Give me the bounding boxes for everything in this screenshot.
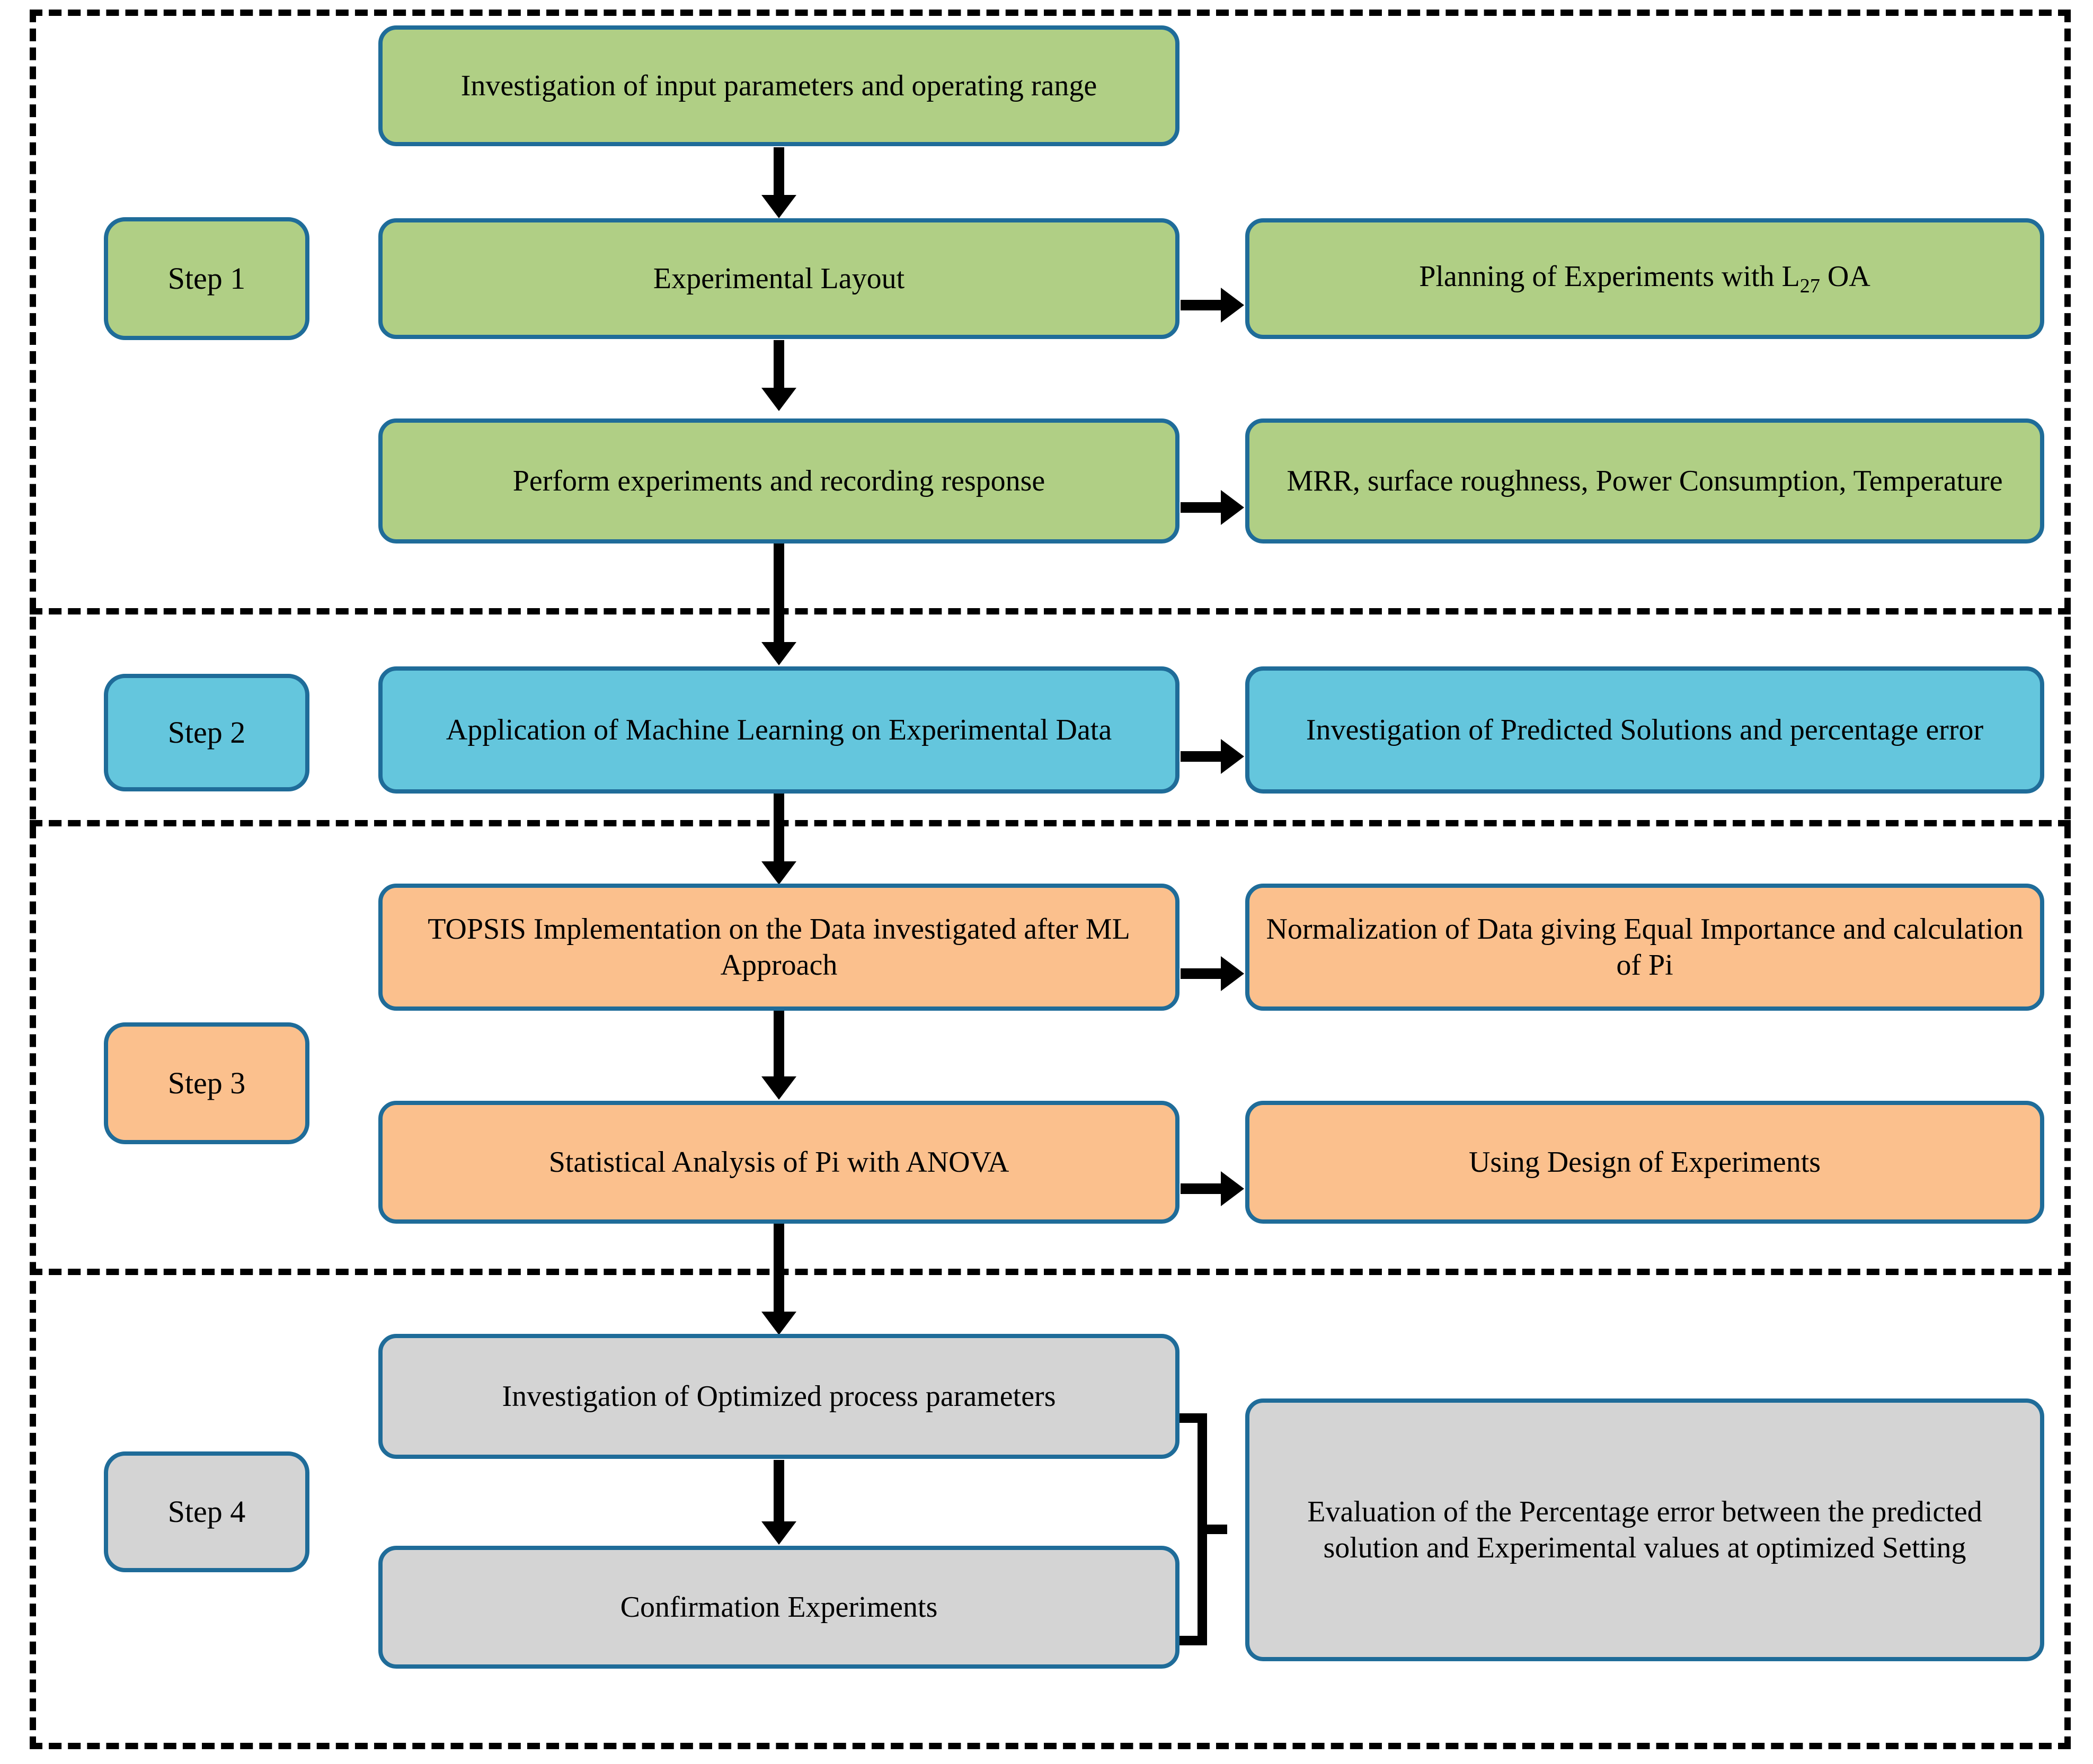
arrow-n8-to-n9: [1181, 947, 1244, 1000]
node-experimental-layout[interactable]: Experimental Layout: [378, 218, 1179, 339]
arrow-n2-to-n4: [752, 340, 805, 411]
arrow-n1-to-n2: [752, 147, 805, 218]
arrow-n8-to-n10: [752, 1011, 805, 1100]
arrow-n10-to-n12: [752, 1224, 805, 1335]
step-label-3: Step 3: [104, 1022, 309, 1144]
arrow-n2-to-n3: [1181, 279, 1244, 332]
arrow-n10-to-n11: [1181, 1162, 1244, 1215]
bracket-connector: [1179, 1413, 1227, 1645]
node-confirmation-experiments[interactable]: Confirmation Experiments: [378, 1546, 1179, 1669]
step-label-2: Step 2: [104, 674, 309, 791]
node-normalization-pi[interactable]: Normalization of Data giving Equal Importance and calculation of Pi: [1245, 884, 2044, 1011]
section-separator-2: [30, 820, 2071, 826]
node-investigation-input-parameters[interactable]: Investigation of input parameters and operating range: [378, 25, 1179, 146]
node-predicted-solutions-error[interactable]: Investigation of Predicted Solutions and percentage error: [1245, 666, 2044, 794]
node-percentage-error-evaluation[interactable]: Evaluation of the Percentage error between the predicted solution and Experimental values at optimized Setting: [1245, 1398, 2044, 1661]
node-machine-learning-application[interactable]: Application of Machine Learning on Experimental Data: [378, 666, 1179, 794]
section-separator-1: [30, 608, 2071, 614]
step-label-4: Step 4: [104, 1451, 309, 1572]
node-design-of-experiments[interactable]: Using Design of Experiments: [1245, 1101, 2044, 1224]
step-label-1: Step 1: [104, 217, 309, 340]
node-planning-experiments-l27[interactable]: [1245, 218, 2044, 339]
arrow-n4-to-n5: [1181, 481, 1244, 534]
node-perform-experiments[interactable]: Perform experiments and recording response: [378, 418, 1179, 544]
arrow-n4-to-n6: [752, 544, 805, 665]
node-statistical-analysis-anova[interactable]: Statistical Analysis of Pi with ANOVA: [378, 1101, 1179, 1224]
node-responses-list[interactable]: MRR, surface roughness, Power Consumption, Temperature: [1245, 418, 2044, 544]
node-optimized-process-parameters[interactable]: Investigation of Optimized process parameters: [378, 1334, 1179, 1459]
section-separator-3: [30, 1269, 2071, 1275]
arrow-n6-to-n7: [1181, 730, 1244, 783]
node-topsis-implementation[interactable]: TOPSIS Implementation on the Data investigated after ML Approach: [378, 884, 1179, 1011]
node-planning-experiments-l27-text: Planning of Experiments with $L_{27}$ OA: [1419, 260, 1870, 298]
arrow-n12-to-n13: [752, 1460, 805, 1545]
arrow-n6-to-n8: [752, 794, 805, 885]
